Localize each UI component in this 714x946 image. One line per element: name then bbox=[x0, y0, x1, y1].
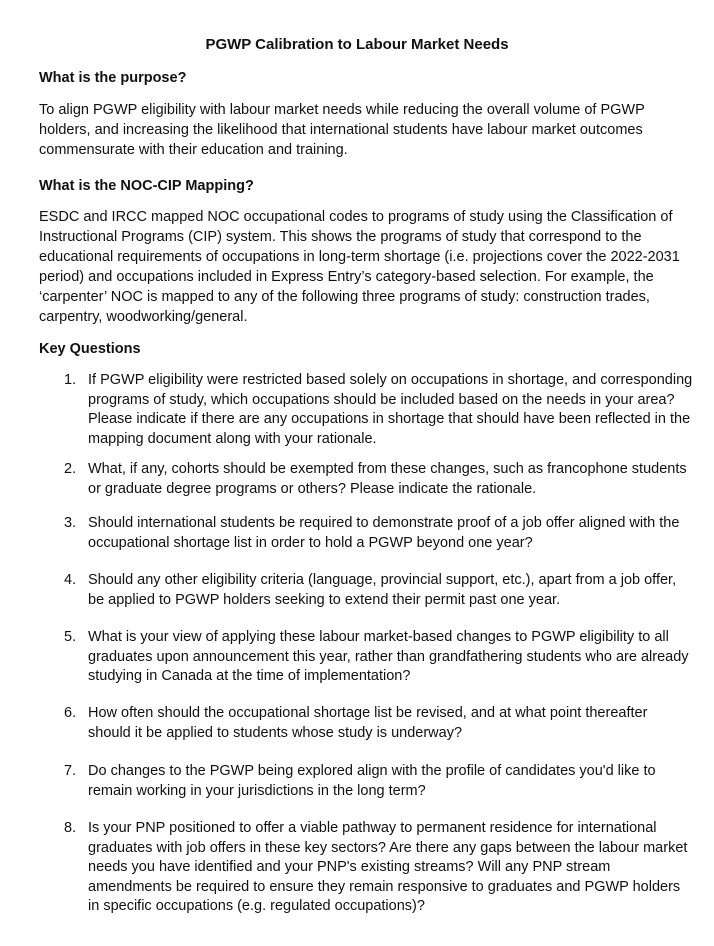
question-number: 4. bbox=[64, 572, 77, 588]
noc-cip-heading: What is the NOC-CIP Mapping? bbox=[39, 178, 254, 194]
purpose-paragraph: To align PGWP eligibility with labour market needs while reducing the overall volume of PGWP holders, and increasing the likelihood that international students have labour market outcomes commensurate with their education and training. bbox=[39, 102, 645, 158]
question-item bbox=[64, 371, 694, 449]
key-questions-heading: Key Questions bbox=[39, 341, 141, 357]
purpose-heading: What is the purpose? bbox=[39, 70, 187, 86]
question-text: Should any other eligibility criteria (language, provincial support, etc.), apart from a job offer, be applied to PGWP holders seeking to extend their permit past one year. bbox=[88, 572, 677, 608]
question-item bbox=[64, 571, 694, 610]
question-item bbox=[64, 762, 694, 801]
question-number: 3. bbox=[64, 515, 77, 531]
question-text: Do changes to the PGWP being explored align with the profile of candidates you'd like to remain working in your jurisdictions in the long term? bbox=[88, 763, 656, 799]
question-item bbox=[64, 628, 694, 687]
question-number: 7. bbox=[64, 763, 77, 779]
question-number: 6. bbox=[64, 705, 77, 721]
question-number: 5. bbox=[64, 629, 77, 645]
question-item bbox=[64, 819, 694, 917]
question-text: What is your view of applying these labour market-based changes to PGWP eligibility to all graduates upon announcement this year, rather than grandfathering students who are already studying in Canada at the time of implementation? bbox=[88, 629, 689, 684]
question-item bbox=[64, 460, 694, 499]
question-number: 8. bbox=[64, 820, 77, 836]
question-item bbox=[64, 514, 694, 553]
noc-cip-paragraph: ESDC and IRCC mapped NOC occupational codes to programs of study using the Classification of Instructional Programs (CIP) system. This shows the programs of study that correspond to the educational requirements of occupations in long-term shortage (i.e. projections cover the 2022-2031 period) and occupations included in Express Entry’s category-based selection. For example, the ‘carpenter’ NOC is mapped to any of the following three programs of study: construction trades, carpentry, woodworking/general. bbox=[39, 209, 680, 325]
question-text: How often should the occupational shortage list be revised, and at what point thereafter should it be applied to students whose study is underway? bbox=[88, 705, 648, 741]
question-text: What, if any, cohorts should be exempted from these changes, such as francophone students or graduate degree programs or others? Please indicate the rationale. bbox=[88, 461, 687, 497]
question-item bbox=[64, 704, 694, 743]
question-number: 1. bbox=[64, 372, 77, 388]
document-title: PGWP Calibration to Labour Market Needs bbox=[205, 36, 509, 53]
question-text: If PGWP eligibility were restricted based solely on occupations in shortage, and corresponding programs of study, which occupations should be included based on the needs in your area? Please indicate if there are any occupations in shortage that should have been reflected in the mapping document along with your rationale. bbox=[88, 372, 693, 447]
question-text: Should international students be required to demonstrate proof of a job offer aligned with the occupational shortage list in order to hold a PGWP beyond one year? bbox=[88, 515, 680, 551]
question-number: 2. bbox=[64, 461, 77, 477]
question-text: Is your PNP positioned to offer a viable pathway to permanent residence for international graduates with job offers in these key sectors? Are there any gaps between the labour market needs you have identified and your PNP's existing streams? Will any PNP stream amendments be required to ensure they remain responsive to graduates and PGWP holders in specific occupations (e.g. regulated occupations)? bbox=[88, 820, 688, 914]
